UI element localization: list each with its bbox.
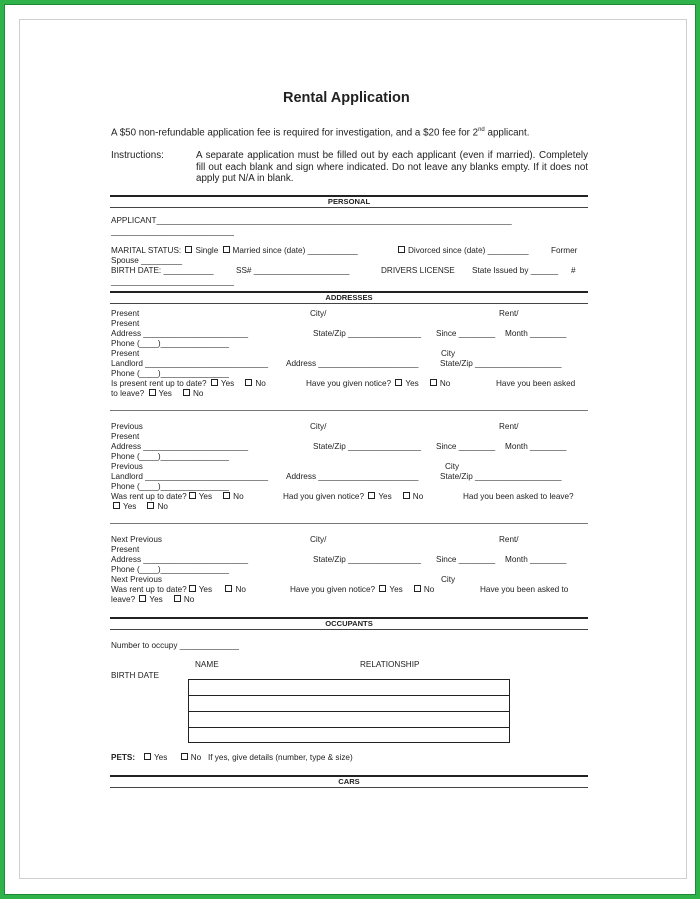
checkbox-previous-notice-yes[interactable] <box>368 492 375 499</box>
next-previous-phone-field[interactable]: Phone (____)_______________ <box>111 565 229 574</box>
divider <box>110 410 588 411</box>
checkbox-married[interactable] <box>223 246 230 253</box>
checkbox-single[interactable] <box>185 246 192 253</box>
present-city-label: City/ <box>310 309 327 318</box>
pets-yes-label: Yes <box>153 753 168 762</box>
next-previous-rent-label: Rent/ <box>499 535 519 544</box>
yes-label: Yes <box>405 379 419 388</box>
section-occupants: OCCUPANTS <box>110 617 588 630</box>
present-since-field[interactable]: Since ________ <box>436 329 496 338</box>
present-rent-question: Is present rent up to date? <box>111 379 207 388</box>
previous-label: Previous <box>111 422 143 431</box>
ss-field[interactable]: SS# _____________________ <box>236 266 350 275</box>
present-landlord-address-field[interactable]: Address ______________________ <box>286 359 419 368</box>
next-previous-rent-question: Was rent up to date? <box>111 585 187 594</box>
divorced-line <box>396 246 529 256</box>
present-asked-question: Have you been asked <box>496 379 576 388</box>
married-field[interactable]: Married since (date) ___________ <box>232 246 358 255</box>
next-previous-asked-question: Have you been asked to <box>480 585 569 594</box>
yes-label: Yes <box>123 502 137 511</box>
checkbox-pets-no[interactable] <box>181 753 188 760</box>
present-landlord-state-field[interactable]: State/Zip ___________________ <box>440 359 562 368</box>
yes-label: Yes <box>378 492 392 501</box>
previous-landlord-phone-field[interactable]: Phone (____)_______________ <box>111 482 229 491</box>
present-leave-line <box>111 389 203 399</box>
applicant-field[interactable]: APPLICANT______________________________________________________________________________ <box>111 216 512 225</box>
next-previous-present-label: Present <box>111 545 140 554</box>
checkbox-next-notice-yes[interactable] <box>379 585 386 592</box>
next-previous-address-field[interactable]: Address _______________________ <box>111 555 249 564</box>
single-label: Single <box>195 246 219 255</box>
state-issued-field[interactable]: State Issued by ______ <box>472 266 559 275</box>
present-city-label-2: City <box>441 349 456 358</box>
checkbox-previous-asked-yes[interactable] <box>113 502 120 509</box>
previous-city-label-2: City <box>445 462 460 471</box>
relationship-column-header: RELATIONSHIP <box>360 660 420 669</box>
yes-label: Yes <box>198 585 213 594</box>
next-previous-label: Next Previous <box>111 535 162 544</box>
fee-superscript: nd <box>478 127 485 133</box>
marital-status-line <box>111 246 358 256</box>
present-address-field[interactable]: Address _______________________ <box>111 329 249 338</box>
present-notice-question: Have you given notice? <box>306 379 392 388</box>
checkbox-next-rent-no[interactable] <box>225 585 232 592</box>
section-cars: CARS <box>110 775 588 788</box>
fee-text: A $50 non-refundable application fee is required for investigation, and a $20 fee for 2 <box>111 127 479 139</box>
checkbox-previous-rent-no[interactable] <box>223 492 230 499</box>
previous-city-label: City/ <box>310 422 327 431</box>
previous-rent-line <box>111 492 244 502</box>
section-addresses: ADDRESSES <box>110 291 588 304</box>
occupant-row[interactable] <box>189 696 509 712</box>
present-phone-field[interactable]: Phone (____)_______________ <box>111 339 229 348</box>
yes-label: Yes <box>158 389 172 398</box>
next-previous-leave-line <box>111 595 194 605</box>
divorced-field[interactable]: Divorced since (date) _________ <box>408 246 529 255</box>
previous-address-field[interactable]: Address _______________________ <box>111 442 249 451</box>
previous-state-zip-field[interactable]: State/Zip ________________ <box>313 442 421 451</box>
previous-asked-question: Had you been asked to leave? <box>463 492 574 501</box>
present-month-field[interactable]: Month ________ <box>505 329 567 338</box>
present-rent-label: Rent/ <box>499 309 519 318</box>
former-label: Former <box>551 246 578 255</box>
checkbox-present-rent-no[interactable] <box>245 379 252 386</box>
previous-month-field[interactable]: Month ________ <box>505 442 567 451</box>
previous-notice-line <box>283 492 423 502</box>
yes-label: Yes <box>220 379 235 388</box>
checkbox-present-rent-yes[interactable] <box>211 379 218 386</box>
present-label-3: Present <box>111 349 140 358</box>
present-landlord-phone-field[interactable]: Phone (____)_______________ <box>111 369 229 378</box>
next-previous-state-zip-field[interactable]: State/Zip ________________ <box>313 555 421 564</box>
divider <box>110 523 588 524</box>
no-label: No <box>157 502 168 511</box>
next-previous-leave-label: leave? <box>111 595 136 604</box>
applicant-field-cont[interactable]: ___________________________ <box>111 227 234 236</box>
present-label-2: Present <box>111 319 140 328</box>
next-previous-notice-question: Have you given notice? <box>290 585 376 594</box>
no-label: No <box>255 379 266 388</box>
no-label: No <box>412 492 424 501</box>
present-state-zip-field[interactable]: State/Zip ________________ <box>313 329 421 338</box>
previous-present-label: Present <box>111 432 140 441</box>
checkbox-present-notice-yes[interactable] <box>395 379 402 386</box>
fee-statement <box>111 125 529 138</box>
yes-label: Yes <box>389 585 403 594</box>
next-previous-city-label-2: City <box>441 575 456 584</box>
no-label: No <box>183 595 195 604</box>
marital-status-label: MARITAL STATUS: <box>111 246 182 255</box>
next-previous-month-field[interactable]: Month ________ <box>505 555 567 564</box>
next-previous-label-2: Next Previous <box>111 575 162 584</box>
occupant-row[interactable] <box>189 712 509 728</box>
pets-no-label: No <box>190 753 202 762</box>
yes-label: Yes <box>149 595 163 604</box>
present-leave-label: to leave? <box>111 389 145 398</box>
occupants-table <box>188 679 510 743</box>
previous-phone-field[interactable]: Phone (____)_______________ <box>111 452 229 461</box>
pets-label: PETS: <box>111 753 136 762</box>
next-previous-since-field[interactable]: Since ________ <box>436 555 496 564</box>
yes-label: Yes <box>198 492 213 501</box>
checkbox-next-leave-yes[interactable] <box>139 595 146 602</box>
birth-date-field[interactable]: BIRTH DATE: ___________ <box>111 266 214 275</box>
no-label: No <box>439 379 451 388</box>
checkbox-present-notice-no[interactable] <box>430 379 437 386</box>
previous-label-2: Previous <box>111 462 143 471</box>
checkbox-next-leave-no[interactable] <box>174 595 181 602</box>
occupant-row[interactable] <box>189 728 509 744</box>
checkbox-pets-yes[interactable] <box>144 753 151 760</box>
checkbox-divorced[interactable] <box>398 246 405 253</box>
present-questions-line <box>111 379 266 389</box>
next-previous-rent-line <box>111 585 246 595</box>
license-number-field[interactable]: ___________________________ <box>111 277 234 286</box>
checkbox-present-leave-yes[interactable] <box>149 389 156 396</box>
checkbox-next-rent-yes[interactable] <box>189 585 196 592</box>
no-label: No <box>423 585 435 594</box>
no-label: No <box>235 585 246 594</box>
present-notice-line <box>306 379 450 389</box>
next-previous-notice-line <box>290 585 434 595</box>
no-label: No <box>192 389 204 398</box>
birth-date-column-header: BIRTH DATE <box>111 671 159 680</box>
previous-landlord-address-field[interactable]: Address ______________________ <box>286 472 419 481</box>
drivers-license-label: DRIVERS LICENSE <box>381 266 455 275</box>
previous-rent-label: Rent/ <box>499 422 519 431</box>
previous-notice-question: Had you given notice? <box>283 492 365 501</box>
present-label: Present <box>111 309 140 318</box>
previous-landlord-state-field[interactable]: State/Zip ___________________ <box>440 472 562 481</box>
pets-line <box>111 753 353 763</box>
instructions-label: Instructions: <box>111 150 164 161</box>
checkbox-previous-notice-no[interactable] <box>403 492 410 499</box>
present-landlord-field[interactable]: Landlord ___________________________ <box>111 359 269 368</box>
spouse-field[interactable]: Spouse _________ <box>111 256 183 265</box>
occupant-row[interactable] <box>189 680 509 696</box>
section-personal: PERSONAL <box>110 195 588 208</box>
checkbox-next-notice-no[interactable] <box>414 585 421 592</box>
next-previous-city-label: City/ <box>310 535 327 544</box>
previous-rent-question: Was rent up to date? <box>111 492 187 501</box>
checkbox-previous-asked-no[interactable] <box>147 502 154 509</box>
previous-since-field[interactable]: Since ________ <box>436 442 496 451</box>
checkbox-present-leave-no[interactable] <box>183 389 190 396</box>
pets-details-label: If yes, give details (number, type & size) <box>207 753 353 762</box>
number-to-occupy-field[interactable]: Number to occupy _____________ <box>111 641 239 650</box>
previous-asked-line <box>111 502 168 512</box>
name-column-header: NAME <box>195 660 219 669</box>
license-number-label: # <box>571 266 576 275</box>
instructions-text: A separate application must be filled out by each applicant (even if married). Completely fill out each blank and sign where indicated. Do not leave any blanks empty. If it does not apply put N/A in blank. <box>196 150 588 185</box>
form-title: Rental Application <box>283 90 410 106</box>
no-label: No <box>233 492 244 501</box>
checkbox-previous-rent-yes[interactable] <box>189 492 196 499</box>
fee-end: applicant. <box>484 127 530 139</box>
previous-landlord-field[interactable]: Landlord ___________________________ <box>111 472 269 481</box>
